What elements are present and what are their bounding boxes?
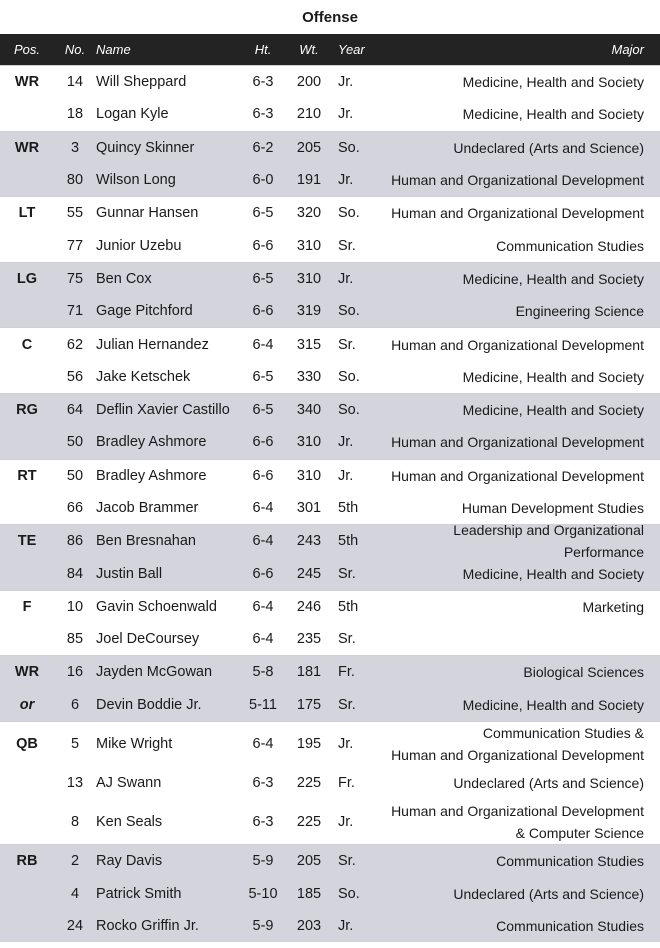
cell-year: Sr. <box>338 631 356 648</box>
cell-ht: 5-8 <box>252 664 274 681</box>
cell-year: Sr. <box>338 853 356 870</box>
table-row <box>0 132 660 164</box>
cell-name: Bradley Ashmore <box>96 467 207 484</box>
cell-major <box>378 399 660 421</box>
cell-pos: WR <box>14 74 40 91</box>
cell-no: 66 <box>66 500 84 516</box>
cell-ht: 6-4 <box>252 336 274 353</box>
major-line: Medicine, Health and Society <box>462 106 644 123</box>
cell-ht: 5-11 <box>249 696 277 713</box>
cell-wt: 330 <box>296 368 322 385</box>
position-group <box>0 262 660 328</box>
table-row <box>0 98 660 130</box>
cell-no: 77 <box>66 237 84 254</box>
cell-ht: 6-5 <box>252 270 274 287</box>
table-row <box>0 460 660 492</box>
cell-name: Jayden McGowan <box>96 664 213 681</box>
cell-name: Gavin Schoenwald <box>96 598 217 615</box>
cell-ht: 6-4 <box>252 736 274 753</box>
major-line: Undeclared (Arts and Science) <box>453 139 644 156</box>
cell-no: 80 <box>66 172 84 189</box>
cell-name: Justin Ball <box>96 565 163 582</box>
cell-name: Will Sheppard <box>96 74 187 91</box>
cell-wt: 310 <box>296 467 322 484</box>
cell-major <box>378 71 660 93</box>
cell-no: 50 <box>66 467 84 484</box>
cell-wt: 210 <box>296 106 322 123</box>
cell-year: Sr. <box>338 565 356 582</box>
cell-no: 8 <box>70 813 80 830</box>
cell-ht: 5-9 <box>252 917 274 934</box>
position-group <box>0 844 660 942</box>
cell-no: 5 <box>70 736 80 753</box>
major-line: Undeclared (Arts and Science) <box>453 885 644 902</box>
cell-major <box>378 596 660 618</box>
cell-ht: 6-5 <box>252 368 274 385</box>
cell-major <box>378 915 660 937</box>
major-line: Medicine, Health and Society <box>462 402 644 419</box>
cell-wt: 185 <box>296 885 322 902</box>
cell-ht: 5-9 <box>252 853 274 870</box>
cell-major <box>378 465 660 487</box>
cell-wt: 315 <box>296 336 322 353</box>
cell-name: Junior Uzebu <box>96 237 182 254</box>
cell-name: Logan Kyle <box>96 106 169 123</box>
cell-name: Deflin Xavier Castillo <box>96 402 230 419</box>
major-line: Leadership and Organizational Performance <box>453 522 644 561</box>
cell-name: Bradley Ashmore <box>96 434 207 451</box>
cell-year: So. <box>338 402 360 419</box>
cell-name: Gage Pitchford <box>96 303 193 320</box>
cell-pos: or <box>19 696 35 713</box>
position-group <box>0 327 660 393</box>
cell-wt: 310 <box>296 434 322 451</box>
position-group <box>0 590 660 656</box>
major-line: Medicine, Health and Society <box>462 565 644 582</box>
cell-ht: 5-10 <box>248 885 278 902</box>
cell-no: 55 <box>66 205 84 222</box>
cell-year: Jr. <box>338 467 354 484</box>
table-row <box>0 263 660 295</box>
cell-name: Patrick Smith <box>96 885 182 902</box>
major-line: Undeclared (Arts and Science) <box>453 775 644 792</box>
cell-year: Sr. <box>338 237 356 254</box>
cell-major <box>378 202 660 224</box>
cell-no: 14 <box>66 74 84 91</box>
position-group <box>0 393 660 459</box>
cell-major <box>378 883 660 905</box>
cell-year: So. <box>338 139 360 156</box>
cell-pos: RB <box>16 853 38 870</box>
major-line: Human Development Studies <box>461 500 644 516</box>
table-row <box>0 361 660 393</box>
cell-wt: 200 <box>296 74 322 91</box>
header-pos: Pos. <box>13 42 40 57</box>
cell-no: 16 <box>66 664 84 681</box>
roster-table-body <box>0 65 660 942</box>
cell-name: Devin Boddie Jr. <box>96 696 202 713</box>
cell-major <box>378 850 660 872</box>
cell-year: So. <box>338 303 360 320</box>
cell-wt: 246 <box>296 598 322 615</box>
position-group <box>0 655 660 721</box>
cell-year: Sr. <box>338 696 356 713</box>
cell-ht: 6-6 <box>252 565 274 582</box>
header-major: Major <box>611 42 644 57</box>
header-year: Year <box>338 42 365 57</box>
cell-pos: WR <box>14 139 40 156</box>
cell-name: Ben Cox <box>96 270 152 287</box>
table-row <box>0 394 660 426</box>
header-no: No. <box>64 42 86 57</box>
cell-year: Fr. <box>338 664 355 681</box>
table-title: Offense <box>302 9 358 26</box>
cell-ht: 6-4 <box>252 500 274 516</box>
cell-name: Rocko Griffin Jr. <box>96 917 199 934</box>
cell-no: 75 <box>66 270 84 287</box>
cell-major <box>378 366 660 388</box>
cell-wt: 301 <box>296 500 322 516</box>
cell-no: 86 <box>66 533 84 550</box>
major-line: Communication Studies <box>496 853 644 870</box>
cell-major <box>378 519 660 563</box>
cell-year: Jr. <box>338 106 354 123</box>
cell-no: 3 <box>70 139 80 156</box>
cell-ht: 6-2 <box>252 139 274 156</box>
cell-wt: 235 <box>296 631 322 648</box>
table-row <box>0 522 660 561</box>
cell-wt: 191 <box>296 172 322 189</box>
table-row <box>0 426 660 458</box>
table-row <box>0 878 660 910</box>
major-line: Marketing <box>582 598 644 615</box>
cell-name: Joel DeCoursey <box>96 631 200 648</box>
major-line: Human and Organizational Development <box>391 467 644 484</box>
cell-pos: LG <box>16 270 38 287</box>
cell-pos: C <box>21 336 33 353</box>
cell-wt: 225 <box>296 775 322 792</box>
cell-wt: 175 <box>296 696 322 713</box>
cell-no: 6 <box>70 696 80 713</box>
cell-year: 5th <box>338 598 359 615</box>
table-row <box>0 656 660 688</box>
major-line: Engineering Science <box>515 303 644 320</box>
major-line: Human and Organizational Development <box>391 802 644 819</box>
cell-major <box>378 772 660 794</box>
cell-ht: 6-4 <box>252 631 274 648</box>
table-row <box>0 229 660 261</box>
cell-wt: 205 <box>296 853 322 870</box>
cell-major <box>378 661 660 683</box>
header-name: Name <box>96 42 131 57</box>
cell-wt: 203 <box>296 917 322 934</box>
table-row <box>0 66 660 98</box>
cell-wt: 195 <box>296 736 322 753</box>
table-row <box>0 689 660 721</box>
cell-major <box>378 300 660 322</box>
major-line: Human and Organizational Development <box>391 336 644 353</box>
major-line: Human and Organizational Development <box>391 172 644 189</box>
major-line: Biological Sciences <box>523 664 644 681</box>
cell-wt: 225 <box>296 813 322 830</box>
cell-major <box>378 694 660 716</box>
cell-wt: 340 <box>296 402 322 419</box>
cell-major <box>378 235 660 257</box>
table-row <box>0 910 660 942</box>
cell-ht: 6-6 <box>252 467 274 484</box>
cell-wt: 205 <box>296 139 322 156</box>
cell-major <box>378 137 660 159</box>
cell-no: 13 <box>66 775 84 792</box>
table-row <box>0 722 660 767</box>
table-header <box>0 34 660 65</box>
cell-pos: WR <box>14 664 40 681</box>
cell-wt: 320 <box>296 205 322 222</box>
cell-ht: 6-4 <box>252 533 274 550</box>
major-line: Communication Studies <box>496 917 644 934</box>
header-wt: Wt. <box>299 42 319 57</box>
cell-major <box>378 722 660 766</box>
cell-pos: RT <box>17 467 37 484</box>
cell-no: 18 <box>66 106 84 123</box>
cell-major <box>378 169 660 191</box>
cell-major <box>378 103 660 125</box>
cell-year: So. <box>338 368 360 385</box>
cell-year: So. <box>338 885 360 902</box>
table-row <box>0 557 660 589</box>
cell-year: 5th <box>338 500 359 516</box>
major-line: Human and Organizational Development <box>391 434 644 451</box>
major-line: & Computer Science <box>515 824 644 841</box>
cell-ht: 6-6 <box>252 434 274 451</box>
cell-name: Ray Davis <box>96 853 163 870</box>
cell-pos: TE <box>17 533 37 550</box>
cell-no: 85 <box>66 631 84 648</box>
cell-year: Jr. <box>338 917 354 934</box>
major-line: Human and Organizational Development <box>391 747 644 764</box>
cell-no: 24 <box>66 917 84 934</box>
cell-ht: 6-0 <box>252 172 274 189</box>
cell-wt: 245 <box>296 565 322 582</box>
position-group <box>0 721 660 844</box>
table-row <box>0 591 660 623</box>
cell-no: 62 <box>66 336 84 353</box>
major-line: Medicine, Health and Society <box>462 74 644 91</box>
cell-pos: LT <box>18 205 36 222</box>
cell-wt: 181 <box>296 664 322 681</box>
major-line: Medicine, Health and Society <box>462 368 644 385</box>
cell-ht: 6-3 <box>252 106 274 123</box>
cell-ht: 6-5 <box>252 205 274 222</box>
cell-major <box>378 800 660 844</box>
table-row <box>0 197 660 229</box>
cell-no: 4 <box>70 885 80 902</box>
cell-year: Jr. <box>338 172 354 189</box>
cell-major <box>378 563 660 585</box>
cell-year: 5th <box>338 533 359 550</box>
cell-major <box>378 497 660 519</box>
cell-major <box>378 268 660 290</box>
cell-major <box>378 334 660 356</box>
cell-major <box>378 431 660 453</box>
cell-ht: 6-6 <box>252 303 274 320</box>
cell-ht: 6-3 <box>252 775 274 792</box>
cell-year: Fr. <box>338 775 355 792</box>
cell-ht: 6-5 <box>252 402 274 419</box>
table-row <box>0 845 660 877</box>
cell-no: 64 <box>66 402 84 419</box>
cell-no: 50 <box>66 434 84 451</box>
cell-name: Jacob Brammer <box>96 500 199 516</box>
cell-year: Jr. <box>338 74 354 91</box>
major-line: Communication Studies & <box>482 725 644 742</box>
cell-name: Jake Ketschek <box>96 368 191 385</box>
cell-year: So. <box>338 205 360 222</box>
major-line: Medicine, Health and Society <box>462 270 644 287</box>
cell-name: Ben Bresnahan <box>96 533 196 550</box>
cell-no: 71 <box>66 303 84 320</box>
header-ht: Ht. <box>254 42 272 57</box>
table-row <box>0 295 660 327</box>
position-group <box>0 131 660 197</box>
cell-name: Julian Hernandez <box>96 336 209 353</box>
cell-name: Gunnar Hansen <box>96 205 199 222</box>
cell-wt: 310 <box>296 270 322 287</box>
table-row <box>0 623 660 655</box>
major-line: Medicine, Health and Society <box>462 696 644 713</box>
cell-pos: QB <box>16 736 38 753</box>
cell-year: Jr. <box>338 813 354 830</box>
cell-ht: 6-3 <box>252 74 274 91</box>
cell-name: Ken Seals <box>96 813 163 830</box>
cell-wt: 319 <box>296 303 322 320</box>
cell-name: AJ Swann <box>96 775 162 792</box>
cell-wt: 310 <box>296 237 322 254</box>
table-row <box>0 799 660 844</box>
position-group <box>0 196 660 262</box>
position-group <box>0 524 660 590</box>
table-row <box>0 767 660 799</box>
major-line: Communication Studies <box>496 237 644 254</box>
position-group <box>0 459 660 525</box>
cell-no: 2 <box>70 853 80 870</box>
cell-pos: RG <box>16 402 38 419</box>
table-row <box>0 328 660 360</box>
cell-pos: F <box>22 598 32 615</box>
cell-ht: 6-6 <box>252 237 274 254</box>
cell-name: Mike Wright <box>96 736 173 753</box>
cell-name: Quincy Skinner <box>96 139 195 156</box>
major-line: Human and Organizational Development <box>391 205 644 222</box>
cell-year: Jr. <box>338 736 354 753</box>
cell-no: 84 <box>66 565 84 582</box>
cell-year: Jr. <box>338 270 354 287</box>
cell-no: 10 <box>66 598 84 615</box>
position-group <box>0 65 660 131</box>
cell-name: Wilson Long <box>96 172 176 189</box>
cell-year: Sr. <box>338 336 356 353</box>
cell-ht: 6-4 <box>252 598 274 615</box>
cell-wt: 243 <box>296 533 322 550</box>
table-row <box>0 164 660 196</box>
cell-no: 56 <box>66 368 84 385</box>
cell-ht: 6-3 <box>252 813 274 830</box>
cell-year: Jr. <box>338 434 354 451</box>
